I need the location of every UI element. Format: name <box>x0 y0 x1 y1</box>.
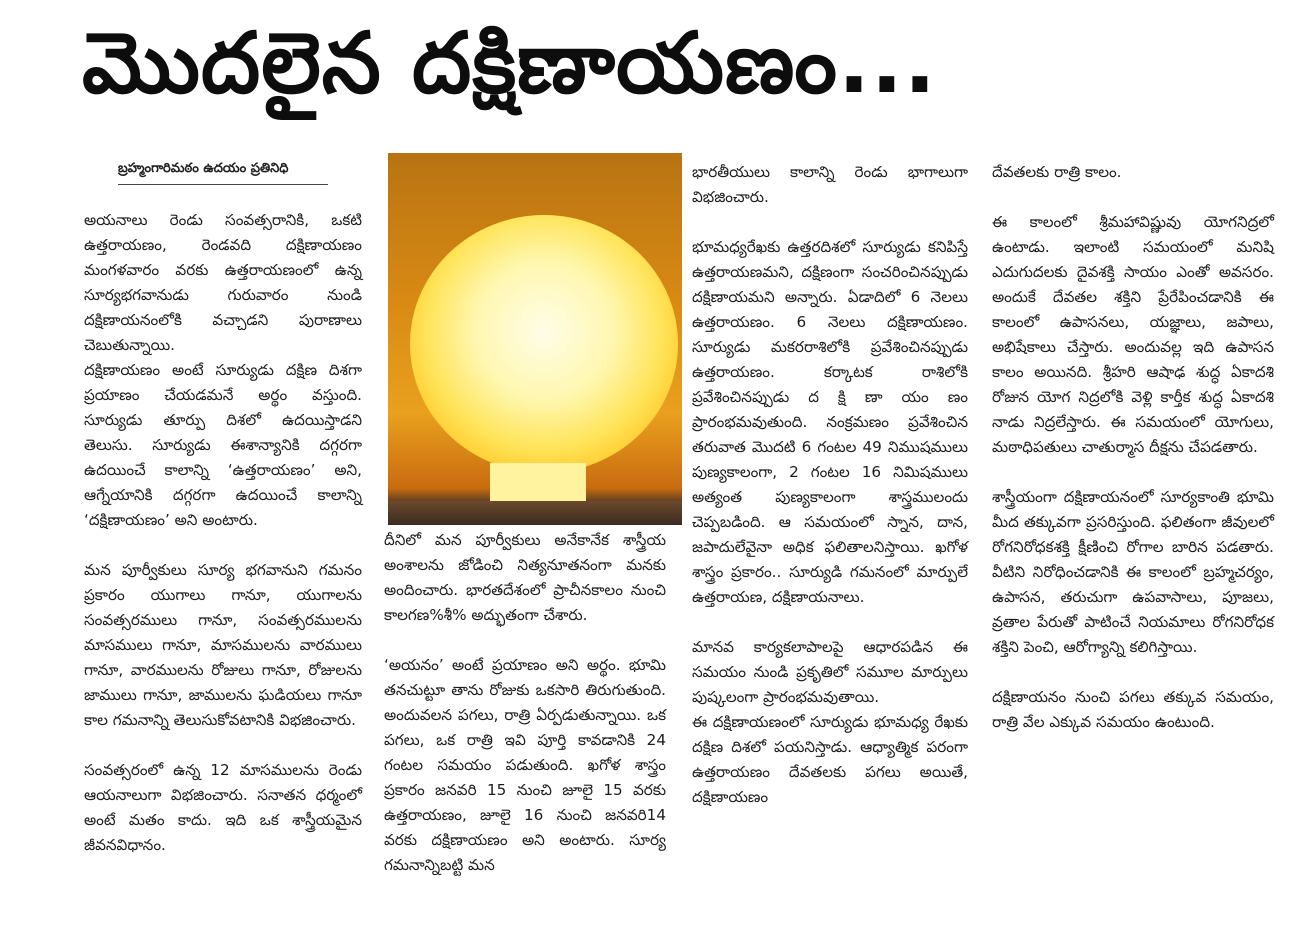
paragraph: శాస్త్రీయంగా దక్షిణాయనంలో సూర్యకాంతి భూమి మీద తక్కువగా ప్రసరిస్తుంది. ఫలితంగా జీవులలో రోగనిరోధకశక్తి క్షీణించి రోగాల బారిన పడతారు. వీటిని నిరోధించడానికి ఈ కాలంలో బ్రహ్మచర్యం, ఉపాసన, తరుచుగా ఉపవాసాలు, పూజలు, వ్రతాల పేరుతో పాటించే నియమాలు రోగనిరోధక శక్తిని పెంచి, ఆరోగ్యాన్ని కలిగిస్తాయి. <box>992 488 1274 656</box>
byline: బ్రహ్మంగారిమఠం ఉదయం ప్రతినిధి <box>118 158 328 185</box>
paragraph: భూమధ్యరేఖకు ఉత్తరదిశలో సూర్యుడు కనిపిస్తే ఉత్తరాయణమని, దక్షిణంగా సంచరించినప్పుడు దక్షిణాయమని అన్నారు. ఏడాదిలో 6 నెలలు ఉత్తరాయణం. 6 నెలలు దక్షిణాయణం. సూర్యుడు మకరరాశిలోకి ప్రవేశించినప్పుడు ఉత్తరాయణం. కర్కాటక రాశిలోకి ప్రవేశించినప్పుడు ద క్షి ణా యం ణం ప్రారంభమవుతుంది. నంక్రమణం ప్రవేశించిన తరువాత మొదటి 6 గంటల 49 నిముషములు పుణ్యకాలంగా, 2 గంటల 16 నిమిషములు అత్యంత పుణ్యకాలంగా శాస్త్రములందు చెప్పబడింది. ఆ సమయంలో స్నాన, దాన, జపాదులేవైనా అధిక ఫలితాలనిస్తాయి. ఖగోళ శాస్త్రం ప్రకారం.. సూర్యుడి గమనంలో మార్పులే ఉత్తరాయణ, దక్షిణాయనాలు. <box>692 238 968 606</box>
paragraph: ఈ కాలంలో శ్రీమహావిష్ణువు యోగనిద్రలో ఉంటాడు. ఇలాంటి సమయంలో మనిషి ఎదుగుదలకు దైవశక్తి సాయం ఎంతో అవసరం. అందుకే దేవతల శక్తిని ప్రేరేపించడానికి ఈ కాలంలో ఉపాసనలు, యజ్ఞాలు, జపాలు, అభిషేకాలు చేస్తారు. అందువల్ల ఇది ఉపాసన కాలం అయినది. శ్రీహరి ఆషాఢ శుద్ధ ఏకాదశి రోజున యోగ నిద్రలోకి వెళ్లి కార్తీక శుద్ధ ఏకాదశి నాడు నిద్రలేస్తారు. ఈ సమయంలో యోగులు, మఠాధిపతులు చాతుర్మాస దీక్షను చేపడతారు. <box>992 213 1274 456</box>
paragraph: సంవత్సరంలో ఉన్న 12 మాసములను రెండు ఆయనాలుగా విభజించారు. సనాతన ధర్మంలో అంటే మతం కాదు. ఇది ఒక శాస్త్రీయమైన జీవనవిధానం. <box>84 761 362 854</box>
paragraph: మానవ కార్యకలాపాలపై ఆధారపడిన ఈ సమయం నుండి ప్రకృతిలో సమూల మార్పులు పుష్కలంగా ప్రారంభమవుతాయి. <box>692 638 968 706</box>
paragraph: ఈ దక్షిణాయణంలో సూర్యుడు భూమధ్య రేఖకు దక్షిణ దిశలో పయనిస్తాడు. ఆధ్యాత్మిక పరంగా ఉత్తరాయణం దేవతలకు పగలు అయితే, దక్షిణాయణం <box>692 713 968 806</box>
sun-icon <box>410 215 678 473</box>
sun-reflection <box>490 463 586 503</box>
article-column-1 <box>84 208 362 883</box>
paragraph: దీనిలో మన పూర్వీకులు అనేకానేక శాస్త్రీయ అంశాలను జోడించి నిత్యనూతనంగా మనకు అందించారు. భారతదేశంలో ప్రాచీనకాలం నుంచి కాలగణ%శీ% అద్భుతంగా చేశారు. <box>384 531 666 624</box>
paragraph: ‘అయనం’ అంటే ప్రయాణం అని అర్థం. భూమి తనచుట్టూ తాను రోజుకు ఒకసారి తిరుగుతుంది. అందువలన పగలు, రాత్రి ఏర్పడుతున్నాయి. ఒక పగలు, ఒక రాత్రి ఇవి పూర్తి కావడానికి 24 గంటల సమయం పడుతుంది. ఖగోళ శాస్త్రం ప్రకారం జనవరి 15 నుంచి జూలై 15 వరకు ఉత్తరాయణం, జూలై 16 నుంచి జనవరి14 వరకు దక్షిణాయణం అని అంటారు. సూర్య గమనాన్నిబట్టి మన <box>384 656 666 874</box>
paragraph: భారతీయులు కాలాన్ని రెండు భాగాలుగా విభజించారు. <box>692 163 968 206</box>
article-column-3 <box>692 160 968 835</box>
page-title: మొదలైన దక్షిణాయణం... <box>82 14 937 112</box>
paragraph: దేవతలకు రాత్రి కాలం. <box>992 163 1122 181</box>
paragraph: అయనాలు రెండు సంవత్సరానికి, ఒకటి ఉత్తరాయణం, రెండవది దక్షిణాయణం మంగళవారం వరకు ఉత్తరాయణంలో ఉన్న సూర్యభగవానుడు గురువారం నుండి దక్షిణాయనంలోకి వచ్చాడని పురాణాలు చెబుతున్నాయి. <box>84 211 362 354</box>
sun-photo <box>388 153 682 525</box>
paragraph: మన పూర్వీకులు సూర్య భగవానుని గమనం ప్రకారం యుగాలు గానూ, యుగాలను సంవత్సరములు గానూ, సంవత్సరములను మాసములు గానూ, మాసములను వారములు గానూ, వారములను రోజులు గానూ, రోజులను జాములు గానూ, జాములను ఘడియలు గానూ కాల గమనాన్ని తెలుసుకోవటానికి విభజించారు. <box>84 561 362 729</box>
horizon <box>388 501 682 525</box>
paragraph: దక్షిణాయణం అంటే సూర్యుడు దక్షిణ దిశగా ప్రయాణం చేయడమనే అర్థం వస్తుంది. సూర్యుడు తూర్పు దిశలో ఉదయిస్తాడని తెలుసు. సూర్యుడు ఈశాన్యానికి దగ్గరగా ఉదయించే కాలాన్ని ‘ఉత్తరాయణం’ అని, ఆగ్నేయానికి దగ్గరగా ఉదయించే కాలాన్ని ‘దక్షిణాయణం’ అని అంటారు. <box>84 361 362 529</box>
article-column-2 <box>384 528 666 903</box>
paragraph: దక్షిణాయనం నుంచి పగలు తక్కువ సమయం, రాత్రి వేల ఎక్కువ సమయం ఉంటుంది. <box>992 688 1274 731</box>
article-column-4 <box>992 160 1274 760</box>
